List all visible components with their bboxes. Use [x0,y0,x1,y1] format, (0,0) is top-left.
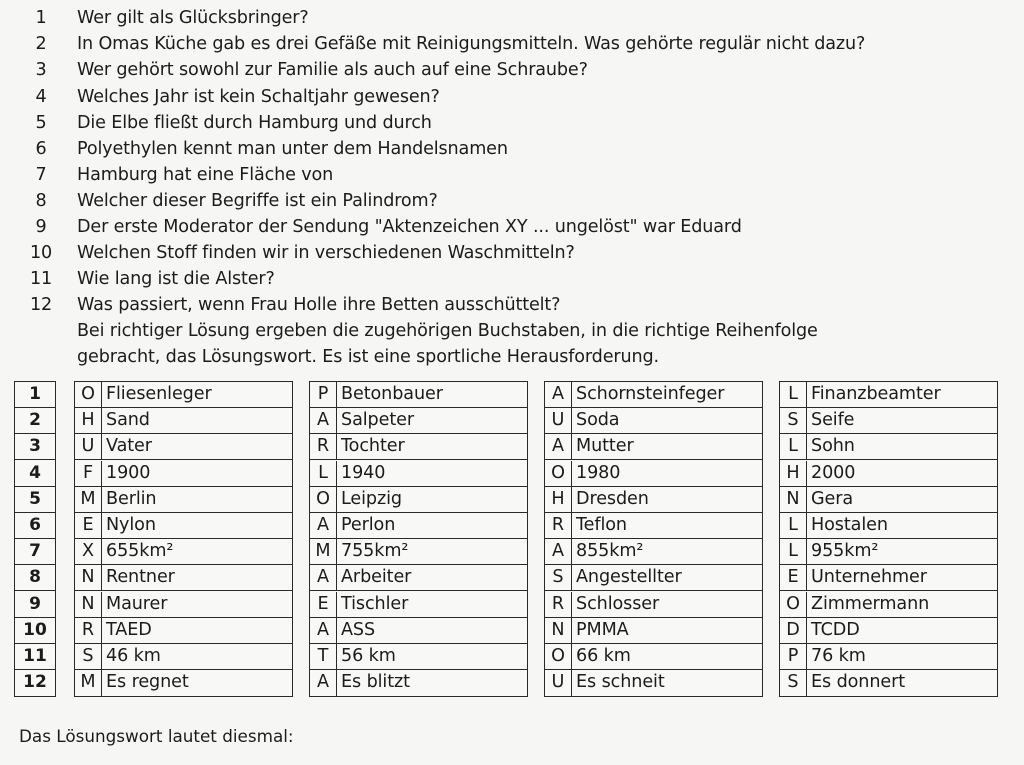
answer-row [75,434,292,460]
answer-letter: T [310,644,337,669]
answer-row [75,382,292,408]
answer-letter: O [545,461,572,486]
row-number-cell [15,382,55,408]
answer-row [545,408,762,434]
answer-row [75,592,292,618]
answer-letter: S [75,644,102,669]
answer-row [545,670,762,696]
answer-row [780,670,997,696]
row-number: 8 [29,567,41,588]
answer-text: Unternehmer [811,567,927,588]
answer-letter: L [310,461,337,486]
answer-letter: A [310,618,337,643]
row-number-cell [15,434,55,460]
answer-text: 1980 [576,462,621,483]
row-number: 10 [23,619,47,640]
question-number: 6 [35,139,47,159]
answer-row [75,565,292,591]
answer-text: 46 km [106,646,161,666]
answer-row [310,670,527,696]
answer-text: Salpeter [341,410,414,431]
solution-label: Das Lösungswort lautet diesmal: [19,726,294,746]
row-number: 4 [29,462,41,483]
answer-text: Berlin [106,488,157,509]
answer-text: Schornsteinfeger [576,384,725,404]
answer-letter: N [75,592,102,617]
question-text: Wie lang ist die Alster? [77,269,275,289]
answer-text: 76 km [811,646,866,666]
answer-text: Schlosser [576,593,660,614]
answer-row [545,487,762,513]
answer-column-4 [779,381,998,697]
row-number-cell [15,408,55,434]
answer-letter: A [310,670,337,696]
question-number: 4 [35,87,47,107]
answer-text: Es blitzt [341,672,410,693]
answer-letter: O [75,382,102,407]
row-number-cell [15,618,55,644]
answer-text: 2000 [811,462,856,483]
answer-row [780,487,997,513]
row-number-cell [15,565,55,591]
row-number: 9 [29,593,41,614]
answer-letter: A [545,539,572,564]
answer-letter: M [75,670,102,696]
question-number: 10 [29,243,53,263]
row-number: 1 [29,384,41,404]
answer-row [545,644,762,670]
answer-text: Seife [811,410,855,431]
answer-row [310,408,527,434]
answer-row [780,513,997,539]
answer-letter: M [310,539,337,564]
answer-letter: E [780,565,807,590]
answer-letter: S [780,408,807,433]
answer-text: Vater [106,436,152,457]
answer-text: TAED [106,619,152,640]
answer-letter: A [310,513,337,538]
answer-row [780,592,997,618]
question-number: 9 [35,217,47,237]
answer-letter: N [75,565,102,590]
answer-column-2 [309,381,528,697]
question-text: Hamburg hat eine Fläche von [77,165,334,185]
row-number-cell [15,539,55,565]
question-text: Der erste Moderator der Sendung "Aktenzeichen XY ... ungelöst" war Eduard [77,217,742,237]
answer-letter: N [545,618,572,643]
answer-letter: O [780,592,807,617]
question-number: 5 [35,113,47,133]
answer-text: Rentner [106,567,175,588]
answer-row [545,618,762,644]
row-number-cell [15,513,55,539]
answer-row [780,539,997,565]
row-number-cell [15,670,55,696]
answer-row [310,461,527,487]
answer-row [310,487,527,513]
answer-text: Tischler [341,593,409,614]
answer-row [75,670,292,696]
answer-row [780,434,997,460]
answer-letter: H [780,461,807,486]
row-number: 7 [29,541,41,562]
answer-text: 755km² [341,541,409,562]
answer-letter: S [545,565,572,590]
answer-text: 1900 [106,462,151,483]
question-text: Die Elbe fließt durch Hamburg und durch [77,113,432,133]
row-number: 5 [29,488,41,509]
answer-text: 56 km [341,646,396,666]
row-number: 6 [29,515,41,535]
question-text: Welcher dieser Begriffe ist ein Palindrom? [77,191,438,211]
answer-row [310,434,527,460]
answer-row [310,382,527,408]
answer-row [310,565,527,591]
answer-letter: U [75,434,102,459]
answer-row [545,565,762,591]
question-number: 2 [35,34,47,54]
question-text: Wer gehört sowohl zur Familie als auch auf eine Schraube? [77,60,588,80]
answer-row [75,644,292,670]
answer-row [780,644,997,670]
answer-letter: R [310,434,337,459]
answer-text: Mutter [576,436,634,457]
answer-text: Leipzig [341,488,402,509]
answer-text: 655km² [106,541,174,562]
question-text: Was passiert, wenn Frau Holle ihre Betten ausschüttelt? [77,295,561,315]
answer-text: Dresden [576,488,649,509]
instruction-line-1: Bei richtiger Lösung ergeben die zugehörigen Buchstaben, in die richtige Reihenfolge [77,321,818,341]
answer-row [545,434,762,460]
answer-letter: D [780,618,807,643]
question-number: 11 [29,269,53,289]
row-number: 11 [23,646,47,666]
answer-letter: A [310,565,337,590]
answer-row [310,592,527,618]
row-number-box [14,381,56,697]
question-text: In Omas Küche gab es drei Gefäße mit Reinigungsmitteln. Was gehörte regulär nicht dazu? [77,34,866,54]
answer-row [545,592,762,618]
answer-text: Soda [576,410,620,431]
row-number: 12 [23,672,47,693]
answer-text: ASS [341,619,376,640]
answer-letter: R [75,618,102,643]
answer-text: Tochter [341,436,405,457]
answer-row [780,461,997,487]
answer-letter: L [780,539,807,564]
answer-row [310,513,527,539]
answer-text: Betonbauer [341,384,443,404]
answer-letter: P [780,644,807,669]
answer-letter: O [545,644,572,669]
answer-column-3 [544,381,763,697]
answer-letter: H [545,487,572,512]
answer-text: 66 km [576,646,631,666]
row-number-cell [15,461,55,487]
question-text: Welches Jahr ist kein Schaltjahr gewesen? [77,87,440,107]
answer-row [75,487,292,513]
answer-text: 1940 [341,462,386,483]
answer-row [545,461,762,487]
answer-text: Hostalen [811,515,888,535]
answer-row [75,461,292,487]
answer-row [75,539,292,565]
answer-text: Angestellter [576,567,682,588]
answer-row [545,513,762,539]
answer-row [310,644,527,670]
answer-text: Teflon [576,515,627,535]
answer-text: 855km² [576,541,644,562]
answer-text: TCDD [811,619,860,640]
answer-text: PMMA [576,619,629,640]
question-number: 7 [35,165,47,185]
question-number: 3 [35,60,47,80]
answer-row [75,618,292,644]
answer-letter: L [780,513,807,538]
row-number-cell [15,592,55,618]
answer-row [545,539,762,565]
answer-letter: R [545,592,572,617]
answer-letter: R [545,513,572,538]
answer-text: Es regnet [106,672,189,693]
answer-text: Fliesenleger [106,384,212,404]
answer-letter: L [780,382,807,407]
answer-letter: A [310,408,337,433]
answer-row [75,408,292,434]
answer-text: Es schneit [576,672,665,693]
answer-letter: U [545,670,572,696]
answer-letter: P [310,382,337,407]
answer-letter: A [545,434,572,459]
answer-text: Sand [106,410,150,431]
question-text: Polyethylen kennt man unter dem Handelsnamen [77,139,508,159]
answer-row [310,618,527,644]
question-text: Wer gilt als Glücksbringer? [77,8,309,28]
instruction-line-2: gebracht, das Lösungswort. Es ist eine sportliche Herausforderung. [77,347,659,367]
question-number: 8 [35,191,47,211]
answer-letter: F [75,461,102,486]
answer-letter: E [75,513,102,538]
answer-letter: O [310,487,337,512]
row-number-cell [15,644,55,670]
answer-letter: L [780,434,807,459]
answer-letter: E [310,592,337,617]
answer-text: Gera [811,488,854,509]
answer-letter: A [545,382,572,407]
row-number-cell [15,487,55,513]
answer-text: Nylon [106,515,156,535]
answer-text: Es donnert [811,672,906,693]
question-number: 12 [29,295,53,315]
answer-letter: H [75,408,102,433]
row-number: 2 [29,410,41,431]
row-number: 3 [29,436,41,457]
answer-text: Zimmermann [811,593,930,614]
answer-text: Maurer [106,593,168,614]
answer-text: Sohn [811,436,855,457]
answer-letter: X [75,539,102,564]
answer-row [545,382,762,408]
question-number: 1 [35,8,47,28]
answer-letter: M [75,487,102,512]
answer-row [780,408,997,434]
answer-row [780,382,997,408]
answer-text: 955km² [811,541,879,562]
answer-letter: S [780,670,807,696]
answer-row [75,513,292,539]
answer-letter: U [545,408,572,433]
answer-text: Arbeiter [341,567,412,588]
answer-text: Perlon [341,515,396,535]
answer-row [310,539,527,565]
answer-row [780,618,997,644]
answer-text: Finanzbeamter [811,384,941,404]
question-text: Welchen Stoff finden wir in verschiedenen Waschmitteln? [77,243,575,263]
answer-letter: N [780,487,807,512]
answer-row [780,565,997,591]
answer-column-1 [74,381,293,697]
